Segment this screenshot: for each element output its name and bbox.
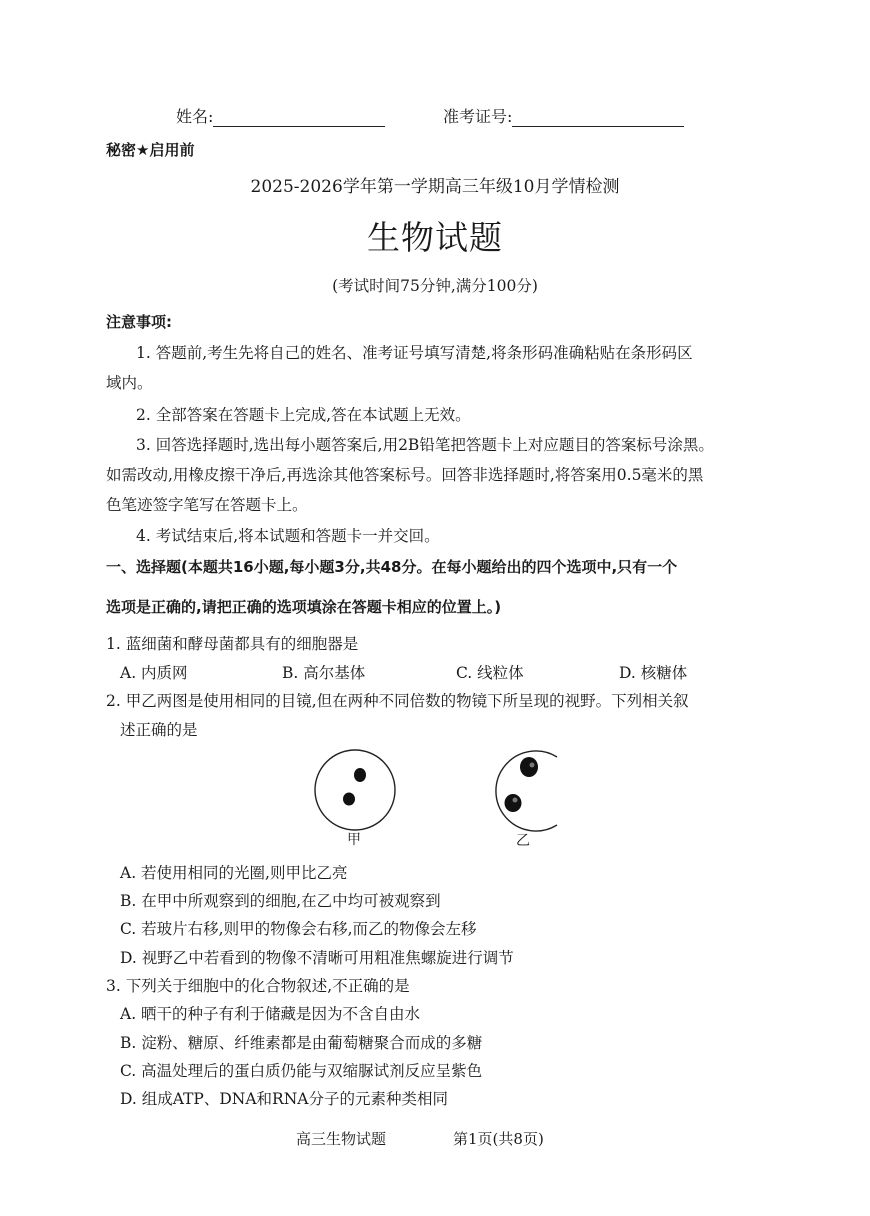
field-of-view-jia	[315, 750, 395, 830]
note-3-cont-2: 色笔迹签字笔写在答题卡上。	[106, 496, 308, 514]
question-2-stem: 2. 甲乙两图是使用相同的目镜,但在两种不同倍数的物镜下所呈现的视野。下列相关叙	[106, 692, 689, 710]
question-2-stem-cont: 述正确的是	[120, 721, 198, 739]
notes-heading: 注意事项:	[106, 313, 172, 331]
field-of-view-yi	[496, 751, 557, 831]
note-1: 1. 答题前,考生先将自己的姓名、准考证号填写清楚,将条形码准确粘贴在条形码区	[136, 344, 693, 362]
question-3-option-d: D. 组成ATP、DNA和RNA分子的元素种类相同	[120, 1090, 448, 1108]
question-3-option-c: C. 高温处理后的蛋白质仍能与双缩脲试剂反应呈紫色	[120, 1062, 483, 1080]
question-1-option-b: B. 高尔基体	[282, 664, 366, 682]
cell-yi-lower	[505, 794, 522, 812]
note-3-cont-1: 如需改动,用橡皮擦干净后,再选涂其他答案标号。回答非选择题时,将答案用0.5毫米的黑	[106, 466, 704, 484]
exam-id-blank-line	[512, 108, 684, 127]
question-1-stem: 1. 蓝细菌和酵母菌都具有的细胞器是	[106, 635, 359, 653]
question-2-option-a: A. 若使用相同的光圈,则甲比乙亮	[120, 864, 348, 882]
note-1-cont: 域内。	[106, 374, 153, 392]
footer-page-number: 第1页(共8页)	[453, 1130, 544, 1148]
name-blank-line	[213, 108, 385, 127]
footer-subject: 高三生物试题	[296, 1130, 387, 1148]
note-2: 2. 全部答案在答题卡上完成,答在本试题上无效。	[136, 406, 471, 424]
question-2-option-d: D. 视野乙中若看到的物像不清晰可用粗准焦螺旋进行调节	[120, 949, 514, 967]
question-3-stem: 3. 下列关于细胞中的化合物叙述,不正确的是	[106, 977, 410, 995]
question-1-option-c: C. 线粒体	[456, 664, 524, 682]
question-3-option-a: A. 晒干的种子有利于储藏是因为不含自由水	[120, 1005, 421, 1023]
note-4: 4. 考试结束后,将本试题和答题卡一并交回。	[136, 527, 440, 545]
name-field	[176, 104, 385, 127]
confidential-mark: 秘密★启用前	[106, 141, 195, 159]
question-2-option-b: B. 在甲中所观察到的细胞,在乙中均可被观察到	[120, 892, 441, 910]
exam-id-label: 准考证号:	[443, 107, 513, 126]
exam-info: (考试时间75分钟,满分100分)	[332, 277, 538, 295]
exam-title: 2025-2026学年第一学期高三年级10月学情检测	[250, 177, 620, 197]
question-1-option-d: D. 核糖体	[619, 664, 688, 682]
note-3: 3. 回答选择题时,选出每小题答案后,用2B铅笔把答题卡上对应题目的答案标号涂黑。	[136, 436, 714, 454]
subject-title: 生物试题	[367, 218, 503, 257]
cell-jia-upper	[354, 768, 366, 782]
question-2-option-c: C. 若玻片右移,则甲的物像会右移,而乙的物像会左移	[120, 920, 477, 938]
figure-label-yi: 乙	[516, 833, 530, 849]
cell-yi-upper	[520, 757, 538, 777]
cell-jia-lower	[343, 793, 355, 806]
name-label: 姓名:	[176, 107, 214, 126]
exam-id-field	[443, 104, 684, 127]
question-3-option-b: B. 淀粉、糖原、纤维素都是由葡萄糖聚合而成的多糖	[120, 1034, 483, 1052]
section-1-line-1: 一、选择题(本题共16小题,每小题3分,共48分。在每小题给出的四个选项中,只有一个	[106, 558, 678, 576]
section-1-line-2: 选项是正确的,请把正确的选项填涂在答题卡相应的位置上。)	[106, 598, 502, 616]
figure-label-jia: 甲	[347, 832, 361, 848]
question-1-option-a: A. 内质网	[120, 664, 188, 682]
